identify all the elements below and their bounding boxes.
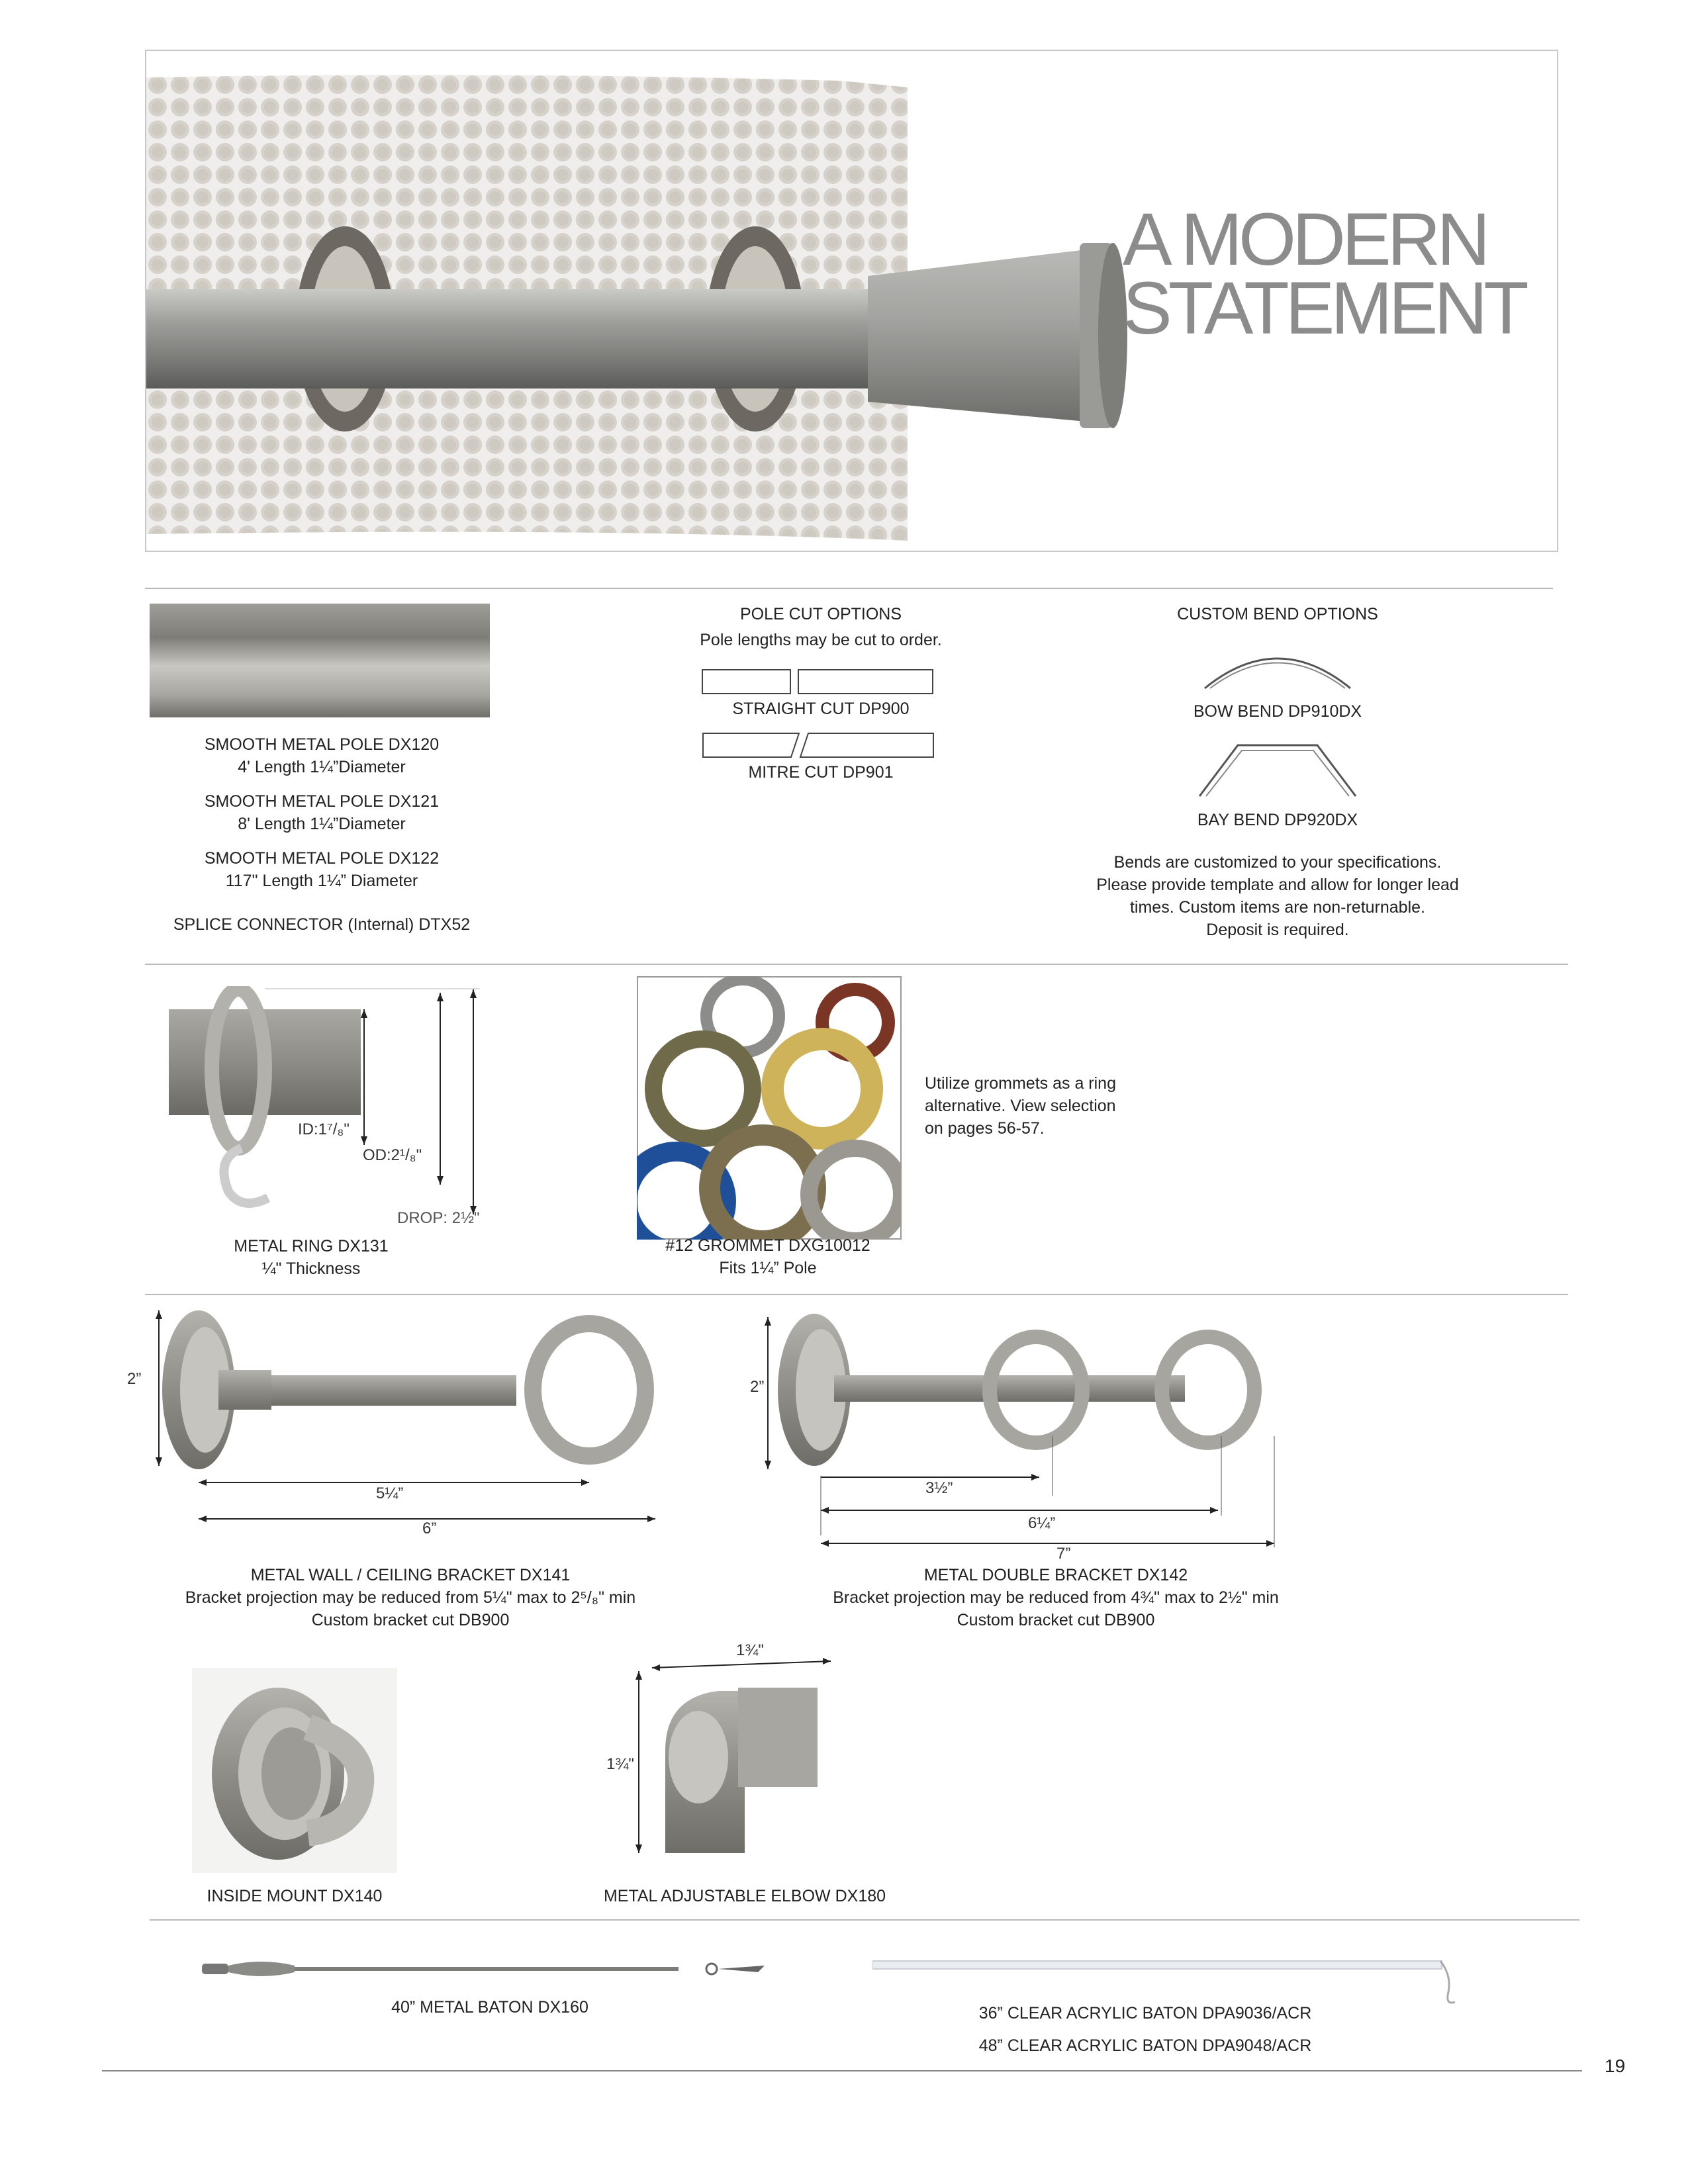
bay-bend-diagram <box>1192 740 1364 799</box>
double-bracket-diagram <box>755 1304 1284 1549</box>
bay-bend-label: BAY BEND DP920DX <box>1197 811 1358 829</box>
hero-title-line1: A MODERN <box>1123 198 1487 281</box>
grommet-note-line: on pages 56-57. <box>925 1119 1045 1138</box>
double-bracket-caption <box>794 1564 1317 1631</box>
divider <box>145 588 1553 589</box>
pole-name: SMOOTH METAL POLE DX120 <box>204 735 440 754</box>
double-bracket-dim1-label: 3½” <box>925 1479 953 1497</box>
ring-od-label: OD:2¹/₈" <box>363 1146 422 1164</box>
bend-note-line: Please provide template and allow for longer lead <box>1096 876 1459 894</box>
hero-title <box>1123 198 1525 349</box>
pole-item <box>156 790 487 835</box>
bend-note <box>1033 851 1523 941</box>
inside-mount-photo <box>192 1668 397 1873</box>
double-bracket-dim2-label: 6¼” <box>1028 1514 1056 1532</box>
pole-item <box>156 733 487 778</box>
bend-note-line: Deposit is required. <box>1206 921 1349 939</box>
ring-drop-label: DROP: 2½" <box>397 1209 480 1227</box>
elbow-diagram <box>626 1651 864 1873</box>
double-bracket-line2: Bracket projection may be reduced from 4¾" max to 2½" min <box>833 1588 1279 1607</box>
bow-bend-label: BOW BEND DP910DX <box>1193 702 1362 721</box>
divider <box>145 1294 1568 1295</box>
bracket-dim1-label: 5¼” <box>376 1484 404 1502</box>
bow-bend-diagram <box>1192 645 1364 692</box>
grommet-note <box>925 1072 1190 1140</box>
bracket-height-label: 2” <box>127 1370 142 1388</box>
pole-spec: 117" Length 1¼” Diameter <box>225 872 418 890</box>
elbow-width-label: 1¾" <box>736 1641 764 1659</box>
wall-bracket-diagram <box>139 1304 669 1529</box>
elbow-height-label: 1¾" <box>606 1755 634 1773</box>
pole-name: SMOOTH METAL POLE DX121 <box>204 792 440 811</box>
metal-baton-photo <box>195 1952 778 1985</box>
grommet-note-line: alternative. View selection <box>925 1097 1116 1115</box>
acrylic-baton-photo <box>872 1956 1468 2009</box>
double-bracket-dim3-label: 7” <box>1056 1545 1071 1563</box>
bracket-name: METAL WALL / CEILING BRACKET DX141 <box>250 1566 571 1584</box>
double-bracket-line3: Custom bracket cut DB900 <box>957 1611 1155 1629</box>
double-bracket-name: METAL DOUBLE BRACKET DX142 <box>923 1566 1188 1584</box>
pole-name: SMOOTH METAL POLE DX122 <box>204 849 440 868</box>
grommet-note-line: Utilize grommets as a ring <box>925 1074 1116 1093</box>
grommet-caption <box>596 1234 940 1279</box>
pole-item <box>156 847 487 892</box>
hero-title-line2: STATEMENT <box>1123 267 1525 349</box>
pole-cut-heading: POLE CUT OPTIONS <box>739 605 902 623</box>
acrylic-baton-48-caption: 48” CLEAR ACRYLIC BATON DPA9048/ACR <box>978 2036 1312 2055</box>
smooth-pole-photo <box>150 604 490 717</box>
metal-ring-caption <box>165 1235 457 1280</box>
bend-note-line: Bends are customized to your specifications. <box>1113 853 1442 872</box>
straight-cut-diagram <box>702 668 940 696</box>
bracket-line3: Custom bracket cut DB900 <box>311 1611 510 1629</box>
bend-note-line: times. Custom items are non-returnable. <box>1129 898 1425 917</box>
mitre-cut-label: MITRE CUT DP901 <box>748 763 894 782</box>
page-number: 19 <box>1605 2056 1626 2076</box>
grommet-name: #12 GROMMET DXG10012 <box>665 1236 870 1255</box>
divider <box>150 1919 1579 1921</box>
divider <box>145 964 1568 965</box>
ring-name: METAL RING DX131 <box>234 1237 389 1255</box>
grommet-spec: Fits 1¼” Pole <box>719 1259 817 1277</box>
ring-id-label: ID:1⁷/₈" <box>298 1120 350 1138</box>
pole-spec: 8' Length 1¼”Diameter <box>238 815 406 833</box>
pole-list <box>156 733 487 892</box>
ring-spec: ¼" Thickness <box>261 1259 361 1278</box>
footer-rule <box>102 2070 1582 2071</box>
metal-ring-diagram <box>169 986 493 1238</box>
pole-cut-subheading: Pole lengths may be cut to order. <box>700 631 942 649</box>
bracket-line2: Bracket projection may be reduced from 5¼" max to 2⁵/₈" min <box>185 1588 636 1607</box>
double-bracket-height-label: 2” <box>750 1378 765 1396</box>
inside-mount-caption: INSIDE MOUNT DX140 <box>207 1887 383 1905</box>
wall-bracket-caption <box>159 1564 662 1631</box>
grommet-photo <box>637 976 902 1240</box>
straight-cut-label: STRAIGHT CUT DP900 <box>732 700 910 718</box>
bracket-dim2-label: 6” <box>422 1520 437 1537</box>
acrylic-baton-36-caption: 36” CLEAR ACRYLIC BATON DPA9036/ACR <box>978 2004 1312 2023</box>
elbow-caption: METAL ADJUSTABLE ELBOW DX180 <box>603 1887 886 1905</box>
mitre-cut-diagram <box>702 732 940 760</box>
custom-bend-heading: CUSTOM BEND OPTIONS <box>1177 605 1378 623</box>
metal-baton-caption: 40” METAL BATON DX160 <box>391 1998 588 2017</box>
pole-spec: 4' Length 1¼”Diameter <box>238 758 406 776</box>
splice-connector: SPLICE CONNECTOR (Internal) DTX52 <box>173 915 471 934</box>
